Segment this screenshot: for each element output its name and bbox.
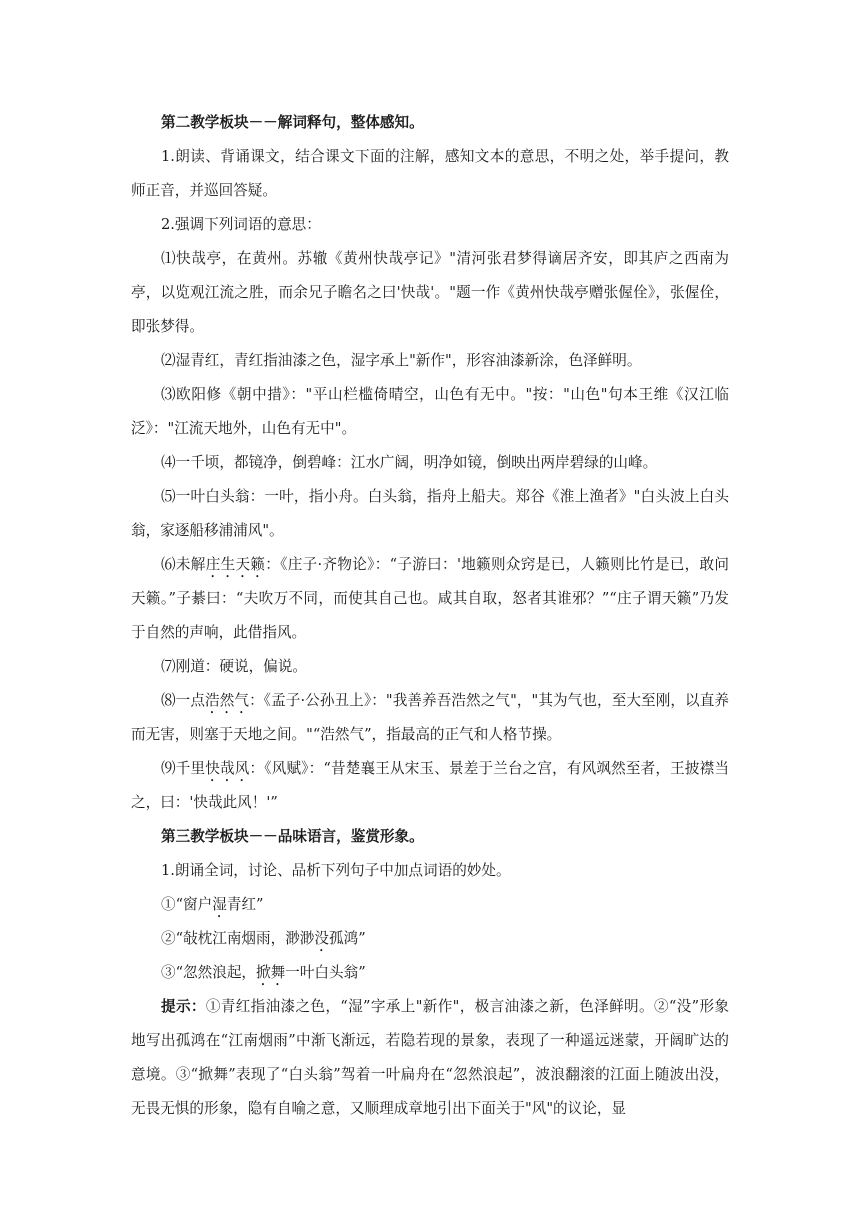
section3-heading: 第三教学板块－－品味语言，鉴赏形象。 — [161, 828, 424, 845]
section2-paragraph-1: 1.朗读、背诵课文，结合课文下面的注解，感知文本的意思，不明之处，举手提问，教师正音，并巡回答疑。 — [131, 148, 729, 199]
note-6-dotted-term: 庄生天籁 — [205, 556, 266, 573]
note-9-text: ：《风赋》：“昔楚襄王从宋玉、景差于兰台之宫，有风飒然至者，王披襟当之，曰：'快哉此风！'” — [131, 760, 729, 811]
note-2: ⑵湿青红，青红指油漆之色，湿字承上"新作"，形容油漆新涂，色泽鲜明。 — [161, 352, 642, 369]
section3-paragraph-1: 1.朗诵全词，讨论、品析下列句子中加点词语的妙处。 — [161, 862, 511, 879]
question-1 — [131, 888, 729, 922]
note-7: ⑺刚道：硬说，偏说。 — [161, 658, 307, 675]
note-1: ⑴快哉亭，在黄州。苏辙《黄州快哉亭记》"清河张君梦得谪居齐安，即其庐之西南为亭，以览观江流之胜，而余兄子瞻名之曰'快哉'。"题一作《黄州快哉亭赠张偓佺》，张偓佺，即张梦得。 — [131, 250, 729, 335]
section2-heading: 第二教学板块－－解词释句，整体感知。 — [161, 114, 424, 131]
note-3: ⑶欧阳修《朝中措》："平山栏槛倚晴空，山色有无中。"按："山色"句本王维《汉江临泛》："江流天地外，山色有无中"。 — [131, 386, 729, 437]
document-body — [131, 106, 729, 1126]
question-3 — [131, 956, 729, 990]
hint-paragraph — [131, 990, 729, 1126]
question-1-suffix: 青红” — [226, 896, 264, 913]
question-3-suffix: 一叶白头翁” — [285, 964, 366, 981]
note-8 — [131, 684, 729, 752]
note-6-prefix: ⑹未解 — [161, 556, 206, 573]
question-2 — [131, 922, 729, 956]
note-5: ⑸一叶白头翁：一叶，指小舟。白头翁，指舟上船夫。郑谷《淮上渔者》"白头波上白头翁，家逐船移浦浦风"。 — [131, 488, 729, 539]
note-6-text: ：《庄子·齐物论》：“子游曰：'地籁则众窍是已，人籁则比竹是已，敢问天籁。”子綦曰：“夫吹万不同，而使其自己也。咸其自取，怒者其谁邪？”“庄子谓天籁”乃发于自然的声响，此借指风。 — [131, 556, 729, 641]
note-6 — [131, 548, 729, 650]
note-9-prefix: ⑼千里 — [161, 760, 206, 777]
section2-paragraph-2: 2.强调下列词语的意思： — [161, 216, 321, 233]
question-1-dotted-word: 湿 — [212, 896, 227, 913]
note-9-dotted-term: 快哉风 — [205, 760, 250, 777]
note-8-text: ：《孟子·公孙丑上》："我善养吾浩然之气"，"其为气也，至大至刚，以直养而无害，则塞于天地之间。"“浩然气”，指最高的正气和人格节操。 — [131, 692, 729, 743]
note-8-dotted-term: 浩然气 — [205, 692, 250, 709]
note-9 — [131, 752, 729, 820]
question-1-prefix: ①“窗户 — [161, 896, 213, 913]
question-3-dotted-word: 掀舞 — [256, 964, 286, 981]
question-2-prefix: ②“敧枕江南烟雨，渺渺 — [161, 930, 315, 947]
note-4: ⑷一千顷，都镜净，倒碧峰：江水广阔，明净如镜，倒映出两岸碧绿的山峰。 — [161, 454, 658, 471]
hint-label: 提示： — [161, 998, 206, 1015]
note-8-prefix: ⑻一点 — [161, 692, 206, 709]
question-2-dotted-word: 没 — [314, 930, 330, 947]
question-2-suffix: 孤鸿” — [329, 930, 366, 947]
hint-text: ①青红指油漆之色，“湿”字承上"新作"，极言油漆之新，色泽鲜明。②“没”形象地写出孤鸿在“江南烟雨”中渐飞渐远，若隐若现的景象，表现了一种遥远迷蒙，开阔旷达的意境。③“掀舞”表现了“白头翁”驾着一叶扁舟在“忽然浪起”，波浪翻滚的江面上随波出没，无畏无惧的形象，隐有自喻之意，又顺理成章地引出下面关于"风"的议论，显 — [131, 998, 729, 1117]
question-3-prefix: ③“忽然浪起， — [161, 964, 257, 981]
